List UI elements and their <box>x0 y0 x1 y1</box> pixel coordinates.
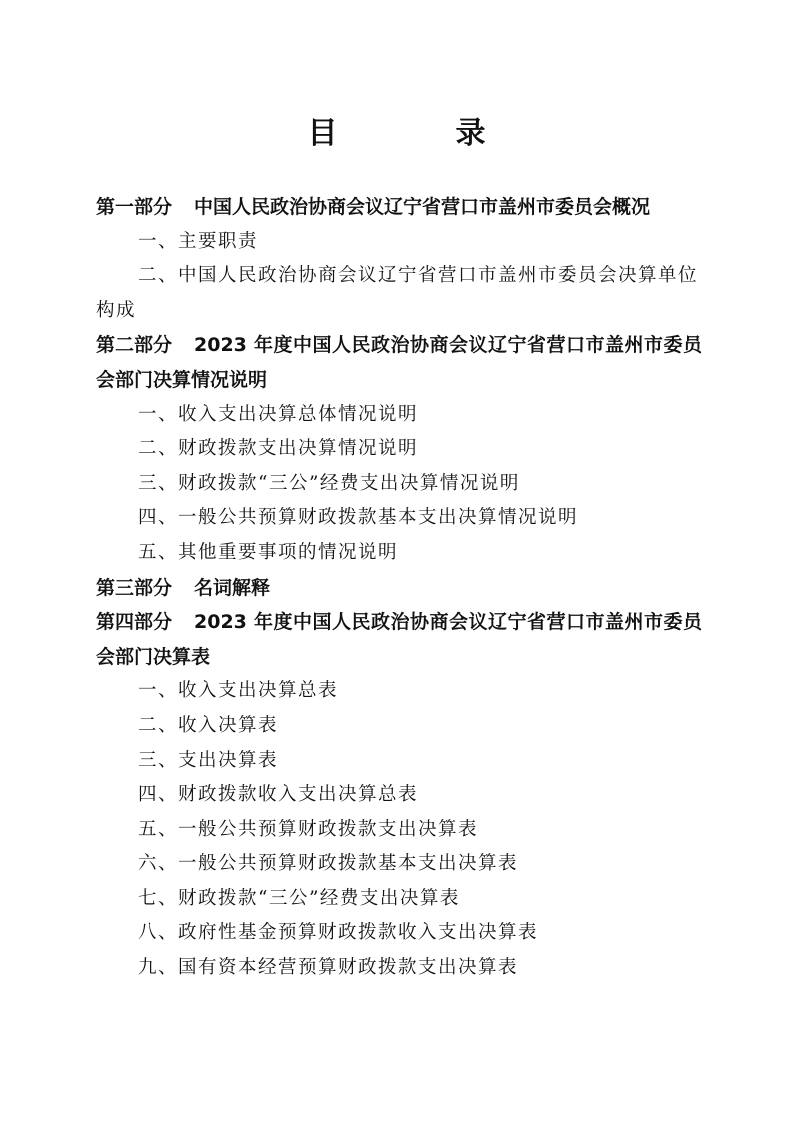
toc-item[interactable]: 三、支出决算表 <box>138 749 279 771</box>
part-title: 名词解释 <box>194 576 271 599</box>
toc-item[interactable]: 六、一般公共预算财政拨款基本支出决算表 <box>138 853 519 875</box>
part-label: 第一部分 <box>96 196 173 218</box>
toc-item[interactable]: 四、一般公共预算财政拨款基本支出决算情况说明 <box>138 507 579 529</box>
part-label: 第四部分 <box>96 611 173 634</box>
part-title: 2023 年度中国人民政治协商会议辽宁省营口市盖州市委员会部门决算情况说明 <box>96 334 702 391</box>
toc-item[interactable]: 五、一般公共预算财政拨款支出决算表 <box>138 818 479 840</box>
toc-item[interactable]: 八、政府性基金预算财政拨款收入支出决算表 <box>138 922 539 944</box>
toc-item[interactable]: 四、财政拨款收入支出决算总表 <box>138 784 419 806</box>
toc-item[interactable]: 七、财政拨款“三公”经费支出决算表 <box>138 887 460 909</box>
toc-item[interactable]: 三、财政拨款“三公”经费支出决算情况说明 <box>138 472 520 494</box>
toc-item[interactable]: 一、主要职责 <box>138 230 259 252</box>
toc-item[interactable]: 一、收入支出决算总表 <box>138 680 339 702</box>
toc-part-1[interactable] <box>96 190 702 225</box>
page-title: 目 录 <box>307 116 530 151</box>
toc-item[interactable]: 二、中国人民政治协商会议辽宁省营口市盖州市委员会决算单位构成 <box>96 265 699 321</box>
table-of-contents <box>96 190 702 986</box>
toc-item[interactable]: 一、收入支出决算总体情况说明 <box>138 403 419 425</box>
toc-item[interactable]: 二、财政拨款支出决算情况说明 <box>138 438 419 460</box>
part-title: 中国人民政治协商会议辽宁省营口市盖州市委员会概况 <box>194 196 651 218</box>
part-label: 第二部分 <box>96 334 173 357</box>
toc-part-4[interactable] <box>96 605 702 674</box>
toc-part-2[interactable] <box>96 328 702 397</box>
toc-item[interactable]: 二、收入决算表 <box>138 714 279 736</box>
toc-part-3[interactable] <box>96 571 702 606</box>
toc-item[interactable]: 五、其他重要事项的情况说明 <box>138 541 399 563</box>
toc-item[interactable]: 九、国有资本经营预算财政拨款支出决算表 <box>138 957 519 979</box>
part-label: 第三部分 <box>96 576 173 599</box>
part-title: 2023 年度中国人民政治协商会议辽宁省营口市盖州市委员会部门决算表 <box>96 611 702 668</box>
